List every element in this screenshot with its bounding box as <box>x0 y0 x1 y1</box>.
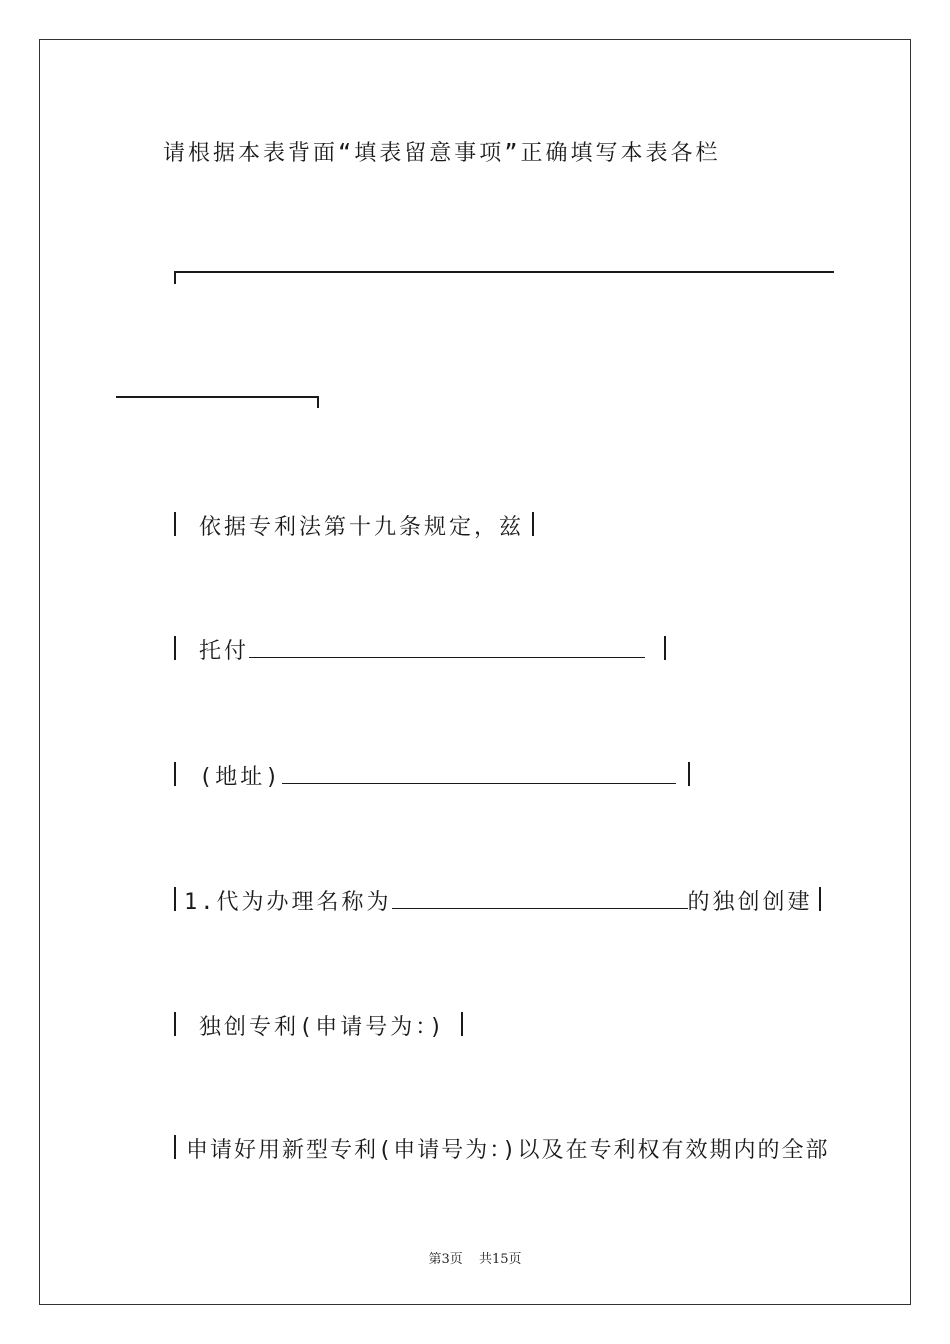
invention-name-prefix: 1.代为办理名称为 <box>184 890 392 915</box>
row-right-border <box>819 887 821 911</box>
page-number: 第3页 <box>428 1252 463 1267</box>
row-right-border <box>461 1012 463 1036</box>
row-right-border <box>664 636 666 660</box>
entrust-label: 托付 <box>199 639 250 664</box>
box-top-left-corner <box>174 272 176 284</box>
box-top-border-continued <box>116 396 319 398</box>
entrust-row <box>199 634 645 665</box>
utility-model-text: 申请好用新型专利(申请号为：)以及在专利权有效期内的全部 <box>186 1138 830 1163</box>
row-left-border <box>174 1135 176 1159</box>
box-top-right-corner <box>317 396 319 408</box>
page-frame <box>39 39 911 1305</box>
row-left-border <box>174 887 176 911</box>
invention-patent-text: 独创专利(申请号为：) <box>199 1015 446 1040</box>
row-right-border <box>688 762 690 786</box>
address-blank[interactable] <box>282 763 676 784</box>
entrust-blank[interactable] <box>249 637 645 658</box>
row-left-border <box>174 1012 176 1036</box>
instruction-text: 请根据本表背面“填表留意事项”正确填写本表各栏 <box>163 141 721 166</box>
row-right-border <box>532 512 534 536</box>
box-top-border <box>174 271 834 273</box>
invention-name-blank[interactable] <box>392 888 688 909</box>
address-row <box>199 760 676 791</box>
page-total: 共15页 <box>478 1252 522 1267</box>
statute-text: 依据专利法第十九条规定，兹 <box>199 515 525 540</box>
row-left-border <box>174 636 176 660</box>
row-left-border <box>174 762 176 786</box>
invention-name-suffix: 的独创创建 <box>687 890 813 915</box>
row-left-border <box>174 512 176 536</box>
address-label: (地址) <box>199 765 282 790</box>
page-footer <box>0 1248 950 1267</box>
invention-name-row <box>184 885 813 916</box>
